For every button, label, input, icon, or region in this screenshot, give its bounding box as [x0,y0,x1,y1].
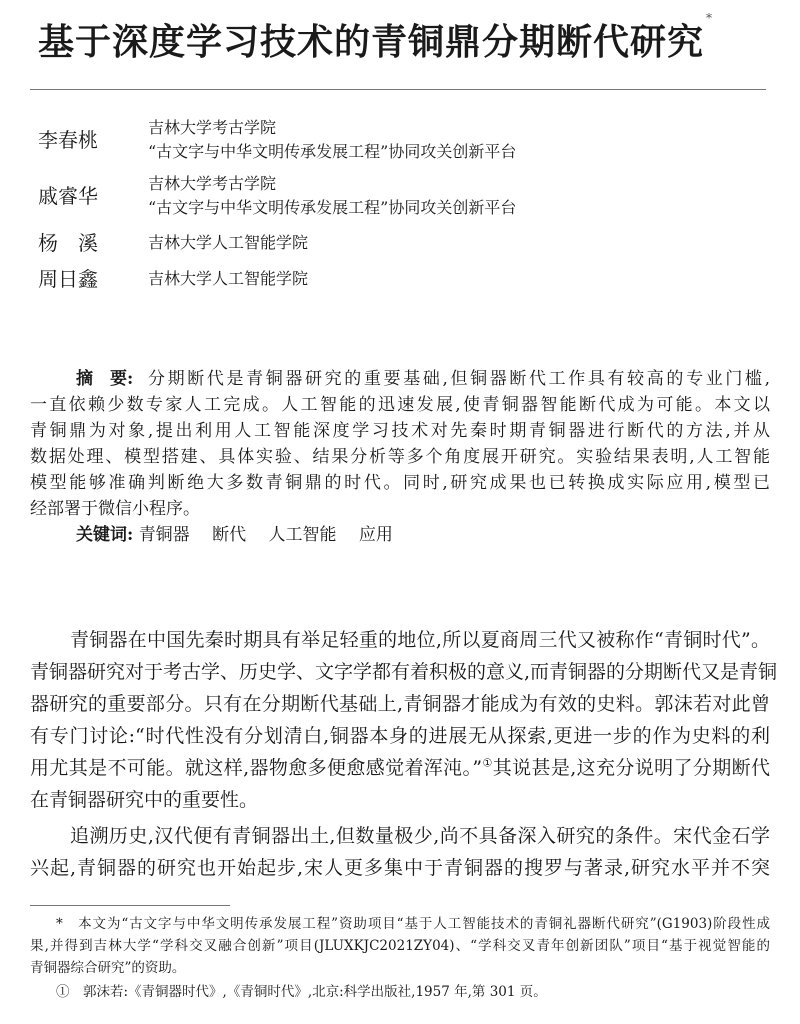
author-name: 杨 溪 [38,231,98,255]
affiliation-line: 吉林大学人工智能学院 [148,233,309,252]
paper-title [38,11,714,68]
body-line: 兴起,青铜器的研究也开始起步,宋人更多集中于青铜器的搜罗与著录,研究水平并不突 [30,857,770,879]
body-text: 其说甚是,这充分说明了分期断代 [492,757,770,779]
body-line: 有专门讨论:“时代性没有分划清白,铜器本身的进展无从探索,更进一步的作为史料的利 [30,725,770,747]
footnote-ref[interactable]: ① [482,756,493,770]
affiliation-line: 吉林大学人工智能学院 [148,269,309,288]
affiliation-line: “古文字与中华文明传承发展工程”协同攻关创新平台 [148,198,517,217]
keyword: 人工智能 [268,525,337,545]
affiliation-line: 吉林大学考古学院 [148,118,277,137]
body-line: 青铜器在中国先秦时期具有举足轻重的地位,所以夏商周三代又被称作“青铜时代”。 [70,629,770,651]
body-line [30,752,770,784]
abstract-line: 模型能够准确判断绝大多数青铜鼎的时代。同时,研究成果也已转换成实际应用,模型已 [30,473,770,493]
body-text: 用尤其是不可能。就这样,器物愈多便愈感觉着浑沌。” [30,757,483,779]
keyword: 应用 [358,525,393,545]
footnote-rule [30,905,230,906]
author-name: 李春桃 [38,128,98,152]
abstract-line: 数据处理、模型搭建、具体实验、结果分析等多个角度展开研究。实验结果表明,人工智能 [30,447,770,467]
abstract-line: 青铜鼎为对象,提出利用人工智能深度学习技术对先秦时期青铜器进行断代的方法,并从 [30,421,770,441]
author-name: 周日鑫 [38,267,98,291]
body-line: 追溯历史,汉代便有青铜器出土,但数量极少,尚不具备深入研究的条件。宋代金石学 [70,825,770,847]
footnote-line: 果,并得到吉林大学“学科交叉融合创新”项目(JLUXKJC2021ZY04)、“学科交叉青年创新团队”项目“基于视觉智能的 [30,938,770,954]
keywords-label: 关键词: [76,525,134,545]
keyword: 断代 [212,525,247,545]
author-affiliation [148,172,516,220]
body-line: 青铜器研究对于考古学、历史学、文字学都有着积极的意义,而青铜器的分期断代又是青铜 [30,661,778,683]
body-line: 器研究的重要部分。只有在分期断代基础上,青铜器才能成为有效的史料。郭沫若对此曾 [30,693,770,715]
title-footnote-mark: * [706,11,714,25]
author-name: 戚睿华 [38,184,98,208]
body-line: 在青铜器研究中的重要性。 [30,789,259,811]
author-affiliation [148,116,516,164]
abstract-line: 分期断代是青铜器研究的重要基础,但铜器断代工作具有较高的专业门槛, [148,369,770,389]
affiliation-line: “古文字与中华文明传承发展工程”协同攻关创新平台 [148,142,517,161]
keyword: 青铜器 [138,525,190,545]
keywords [76,522,393,548]
abstract-line: 经部署于微信小程序。 [30,499,200,519]
footnote-line: 青铜器综合研究”的资助。 [30,960,186,976]
footnote-1: ① 郭沫若:《青铜器时代》,《青铜时代》,北京:科学出版社,1957 年,第 301 页。 [56,984,547,1000]
abstract-label: 摘 要: [76,369,134,389]
author-affiliation [148,231,308,255]
affiliation-line: 吉林大学考古学院 [148,174,277,193]
title-rule [30,89,766,90]
author-affiliation [148,267,308,291]
title-text: 基于深度学习技术的青铜鼎分期断代研究 [38,21,705,63]
footnote-line: * 本文为“古文字与中华文明传承发展工程”资助项目“基于人工智能技术的青铜礼器断代研究”(G1903)阶段性成 [56,916,770,932]
abstract-line: 一直依赖少数专家人工完成。人工智能的迅速发展,使青铜器智能断代成为可能。本文以 [30,395,770,415]
